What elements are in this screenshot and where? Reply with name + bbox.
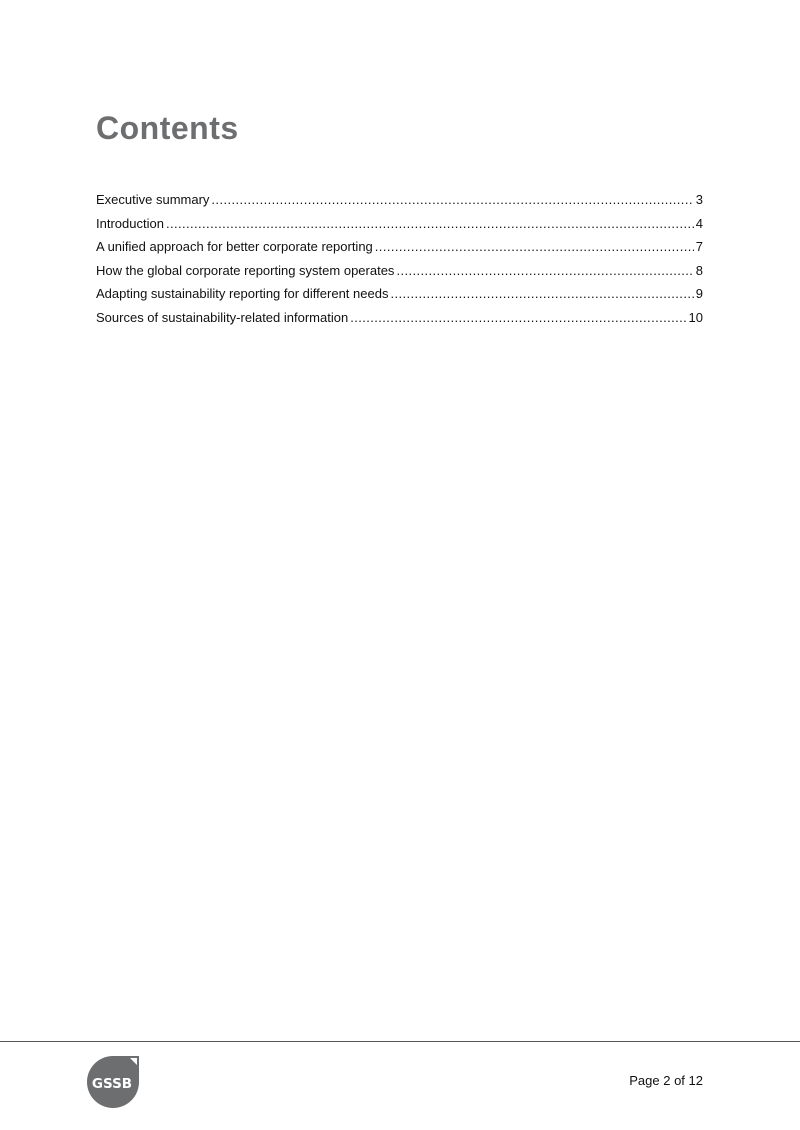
gssb-logo-icon <box>87 1056 139 1108</box>
toc-entry-executive-summary[interactable] <box>96 190 703 214</box>
footer-divider <box>0 1041 800 1042</box>
toc-entry-global-reporting-system[interactable] <box>96 261 703 285</box>
toc-entry-page: 4 <box>695 215 703 231</box>
toc-entry-title: Executive summary <box>96 192 210 207</box>
toc-entry-page: 3 <box>695 192 703 207</box>
toc-entry-title: Introduction <box>96 215 164 231</box>
page-title: Contents <box>96 110 239 146</box>
table-of-contents <box>96 190 703 331</box>
toc-entry-page: 8 <box>695 262 703 278</box>
toc-entry-page: 10 <box>688 309 703 325</box>
toc-entry-adapting-reporting[interactable] <box>96 284 703 308</box>
toc-entry-unified-approach[interactable] <box>96 237 703 261</box>
toc-dot-leader <box>350 308 686 328</box>
toc-dot-leader <box>211 190 693 210</box>
toc-dot-leader <box>396 261 693 281</box>
gssb-logo <box>87 1056 139 1108</box>
page-number: Page 2 of 12 <box>629 1073 703 1088</box>
toc-entry-title: Sources of sustainability-related information <box>96 309 349 325</box>
toc-entry-sources-information[interactable] <box>96 308 703 332</box>
toc-entry-introduction[interactable] <box>96 214 703 238</box>
toc-entry-title: How the global corporate reporting system operates <box>96 262 395 278</box>
toc-dot-leader <box>166 214 694 234</box>
toc-dot-leader <box>390 284 693 304</box>
logo-text: GSSB <box>91 1076 133 1092</box>
toc-dot-leader <box>375 237 694 257</box>
toc-entry-title: Adapting sustainability reporting for different needs <box>96 286 389 301</box>
toc-entry-page: 7 <box>695 239 703 254</box>
toc-entry-page: 9 <box>695 286 703 301</box>
toc-entry-title: A unified approach for better corporate reporting <box>96 239 373 254</box>
